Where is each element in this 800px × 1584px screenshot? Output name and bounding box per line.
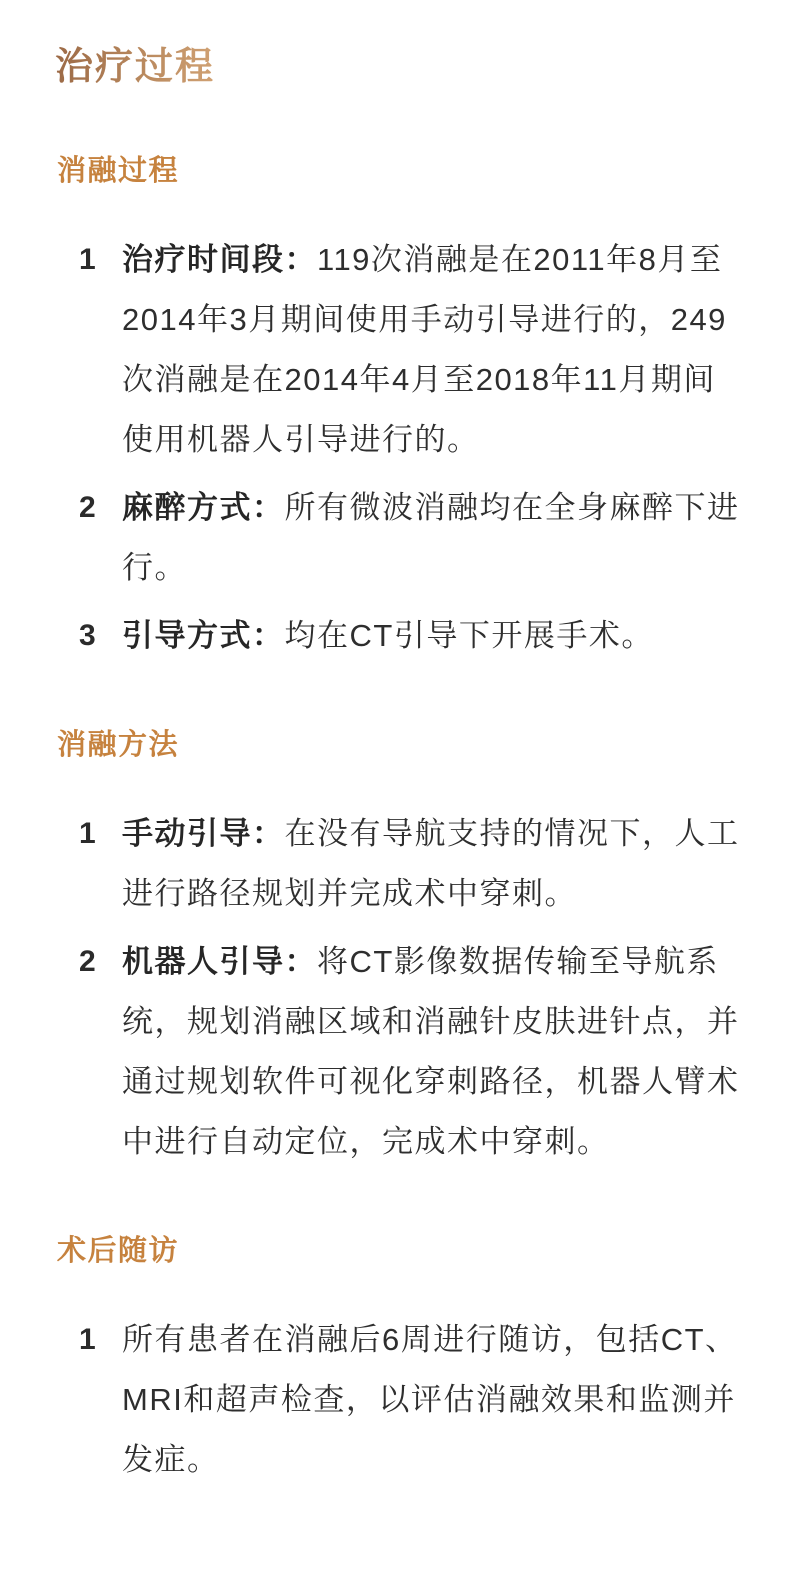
list-item (79, 230, 742, 470)
item-text (122, 606, 744, 666)
item-text (122, 230, 744, 470)
item-content: 将CT影像数据传输至导航系统，规划消融区域和消融针皮肤进针点，并通过规划软件可视化穿刺路径，机器人臂术中进行自动定位，完成术中穿刺。 (122, 944, 740, 1159)
section-followup (55, 1232, 742, 1490)
item-number: 1 (79, 1323, 96, 1356)
item-text (122, 932, 744, 1172)
list-item (79, 606, 742, 666)
page-title: 治疗过程 (55, 42, 215, 92)
list-item (79, 1310, 742, 1490)
item-number: 2 (79, 491, 96, 524)
numbered-list (55, 1310, 742, 1490)
item-label: 手动引导： (122, 816, 285, 851)
numbered-list (55, 230, 742, 666)
item-text (122, 478, 744, 598)
item-content: 在没有导航支持的情况下，人工进行路径规划并完成术中穿刺。 (122, 816, 740, 911)
list-item (79, 932, 742, 1172)
item-label: 引导方式： (122, 618, 285, 653)
item-label: 麻醉方式： (122, 490, 285, 525)
item-label: 机器人引导： (122, 944, 317, 979)
item-number: 1 (79, 817, 96, 850)
section-heading-ablation-method: 消融方法 (57, 729, 180, 761)
list-item (79, 804, 742, 924)
item-number: 1 (79, 243, 96, 276)
section-heading-followup: 术后随访 (57, 1235, 180, 1267)
item-content: 119次消融是在2011年8月至2014年3月期间使用手动引导进行的，249次消融是在2014年4月至2018年11月期间使用机器人引导进行的。 (122, 242, 727, 457)
item-text (122, 1310, 744, 1490)
item-number: 3 (79, 619, 96, 652)
section-heading-ablation-process: 消融过程 (57, 155, 180, 187)
list-item (79, 478, 742, 598)
item-content: 均在CT引导下开展手术。 (284, 618, 654, 653)
section-ablation-process (55, 152, 742, 666)
item-content: 所有患者在消融后6周进行随访，包括CT、MRI和超声检查，以评估消融效果和监测并发症。 (122, 1322, 738, 1477)
item-text (122, 804, 744, 924)
item-content: 所有微波消融均在全身麻醉下进行。 (122, 490, 740, 585)
section-ablation-method (55, 726, 742, 1172)
item-label: 治疗时间段： (122, 242, 317, 277)
item-number: 2 (79, 945, 96, 978)
numbered-list (55, 804, 742, 1172)
